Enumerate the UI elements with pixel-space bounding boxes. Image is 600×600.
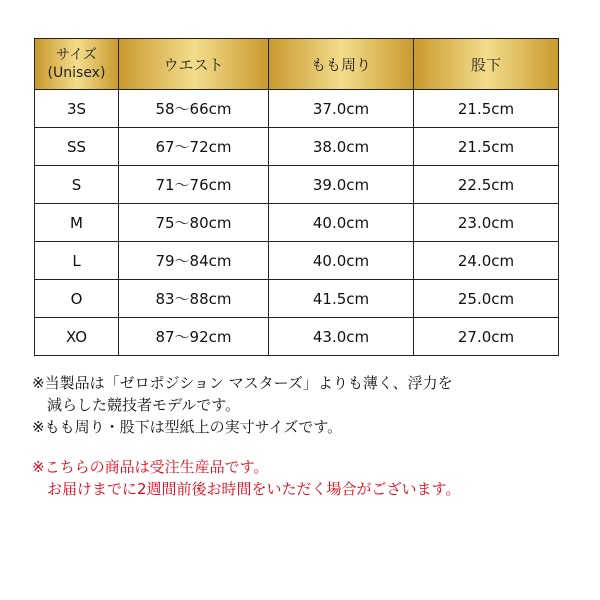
cell-inseam: 27.0cm xyxy=(414,318,559,356)
cell-waist: 79～84cm xyxy=(119,242,269,280)
cell-thigh: 40.0cm xyxy=(269,242,414,280)
size-table xyxy=(34,38,559,356)
cell-size: 3S xyxy=(35,90,119,128)
cell-size: M xyxy=(35,204,119,242)
cell-waist: 71～76cm xyxy=(119,166,269,204)
header-thigh: もも周り xyxy=(269,39,414,90)
note-line: 減らした競技者モデルです。 xyxy=(47,396,241,414)
table-row xyxy=(35,90,559,128)
table-row xyxy=(35,280,559,318)
cell-thigh: 43.0cm xyxy=(269,318,414,356)
note-line: ※もも周り・股下は型紙上の実寸サイズです。 xyxy=(32,418,343,436)
cell-inseam: 25.0cm xyxy=(414,280,559,318)
notice-line: ※こちらの商品は受注生産品です。 xyxy=(32,458,269,476)
header-size-unisex: (Unisex) xyxy=(47,65,106,81)
cell-inseam: 24.0cm xyxy=(414,242,559,280)
cell-inseam: 22.5cm xyxy=(414,166,559,204)
cell-thigh: 38.0cm xyxy=(269,128,414,166)
cell-inseam: 23.0cm xyxy=(414,204,559,242)
cell-waist: 67～72cm xyxy=(119,128,269,166)
cell-waist: 75～80cm xyxy=(119,204,269,242)
table-row xyxy=(35,166,559,204)
table-header-row xyxy=(35,39,559,90)
cell-waist: 87～92cm xyxy=(119,318,269,356)
table-row xyxy=(35,318,559,356)
cell-waist: 83～88cm xyxy=(119,280,269,318)
header-inseam: 股下 xyxy=(414,39,559,90)
cell-size: L xyxy=(35,242,119,280)
cell-inseam: 21.5cm xyxy=(414,90,559,128)
table-row xyxy=(35,242,559,280)
table-row xyxy=(35,128,559,166)
header-size-label: サイズ xyxy=(56,47,97,63)
cell-size: XO xyxy=(35,318,119,356)
made-to-order-notice xyxy=(32,456,572,500)
cell-thigh: 40.0cm xyxy=(269,204,414,242)
cell-thigh: 41.5cm xyxy=(269,280,414,318)
cell-thigh: 37.0cm xyxy=(269,90,414,128)
note-line: ※当製品は「ゼロポジション マスターズ」よりも薄く、浮力を xyxy=(32,374,453,392)
cell-thigh: 39.0cm xyxy=(269,166,414,204)
cell-size: SS xyxy=(35,128,119,166)
header-waist: ウエスト xyxy=(119,39,269,90)
table-row xyxy=(35,204,559,242)
product-notes xyxy=(32,372,572,438)
cell-waist: 58～66cm xyxy=(119,90,269,128)
cell-inseam: 21.5cm xyxy=(414,128,559,166)
header-size xyxy=(35,39,119,90)
notice-line: お届けまでに2週間前後お時間をいただく場合がございます。 xyxy=(47,480,461,498)
cell-size: S xyxy=(35,166,119,204)
cell-size: O xyxy=(35,280,119,318)
